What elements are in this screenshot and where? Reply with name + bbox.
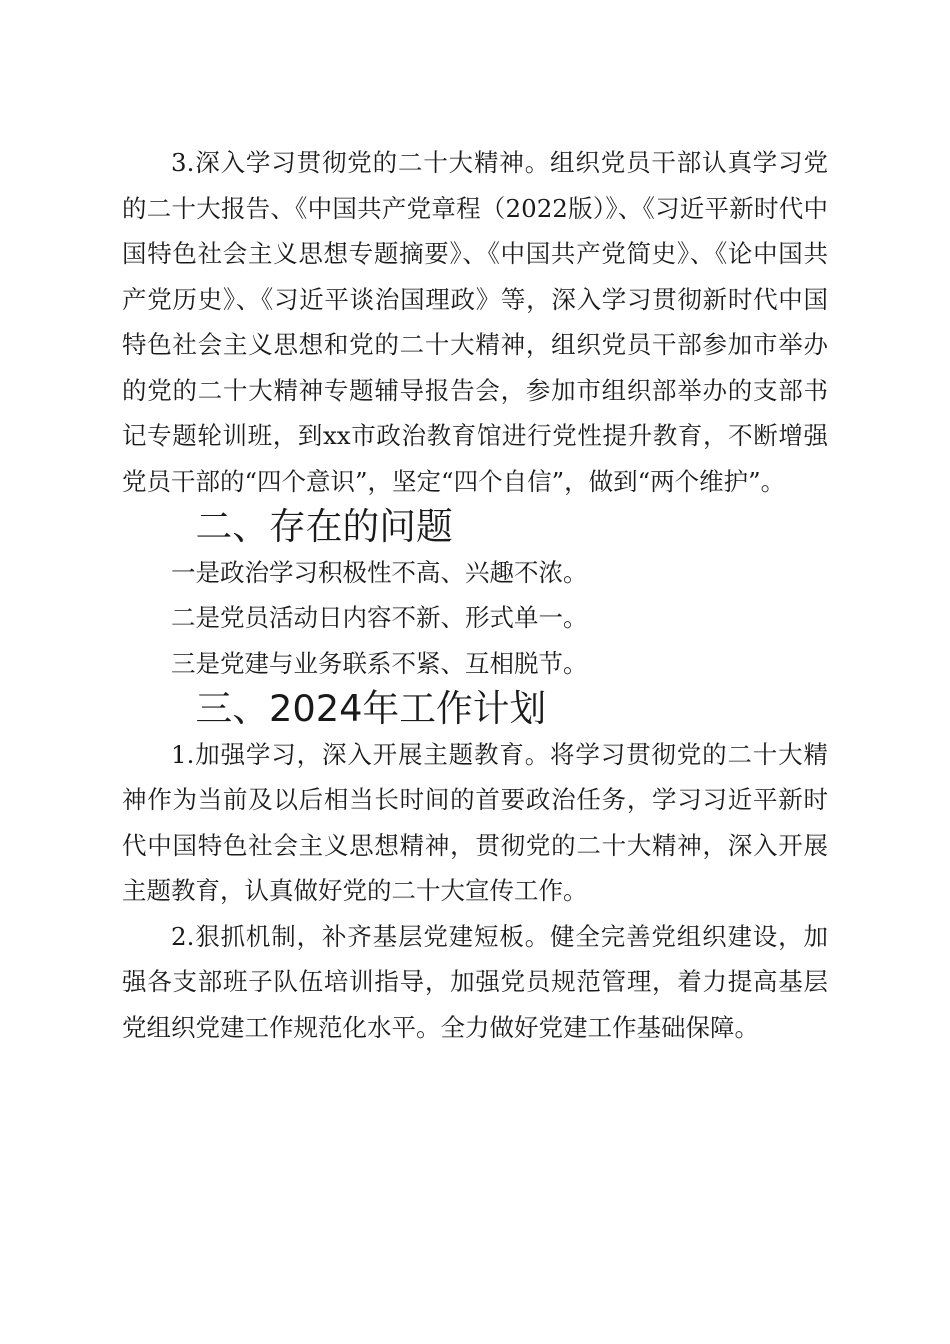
plan-item-1: 1.加强学习，深入开展主题教育。将学习贯彻党的二十大精神作为当前及以后相当长时间的首要政治任务，学习习近平新时代中国特色社会主义思想精神，贯彻党的二十大精神，深入开展主题教育，认真做好党的二十大宣传工作。 (122, 739, 828, 905)
problem-item-3: 三是党建与业务联系不紧、互相脱节。 (171, 648, 588, 678)
section-heading-plan: 三、2024年工作计划 (195, 687, 547, 730)
problem-item-1: 一是政治学习积极性不高、兴趣不浓。 (171, 557, 588, 587)
problem-item-2: 二是党员活动日内容不新、形式单一。 (171, 603, 588, 632)
document-body (122, 140, 828, 1050)
section-heading-problems: 二、存在的问题 (195, 505, 453, 548)
plan-item-2: 2.狠抓机制，补齐基层党建短板。健全完善党组织建设，加强各支部班子队伍培训指导，加强党员规范管理，着力提高基层党组织党建工作规范化水平。全力做好党建工作基础保障。 (122, 921, 828, 1042)
paragraph-study-spirit: 3.深入学习贯彻党的二十大精神。组织党员干部认真学习党的二十大报告、《中国共产党章程（2022版）》、《习近平新时代中国特色社会主义思想专题摘要》、《中国共产党简史》、《论中国共产党历史》、《习近平谈治国理政》等，深入学习贯彻新时代中国特色社会主义思想和党的二十大精神，组织党员干部参加市举办的党的二十大精神专题辅导报告会，参加市组织部举办的支部书记专题轮训班，到xx市政治教育馆进行党性提升教育，不断增强党员干部的“四个意识”，坚定“四个自信”，做到“两个维护”。 (122, 148, 828, 496)
